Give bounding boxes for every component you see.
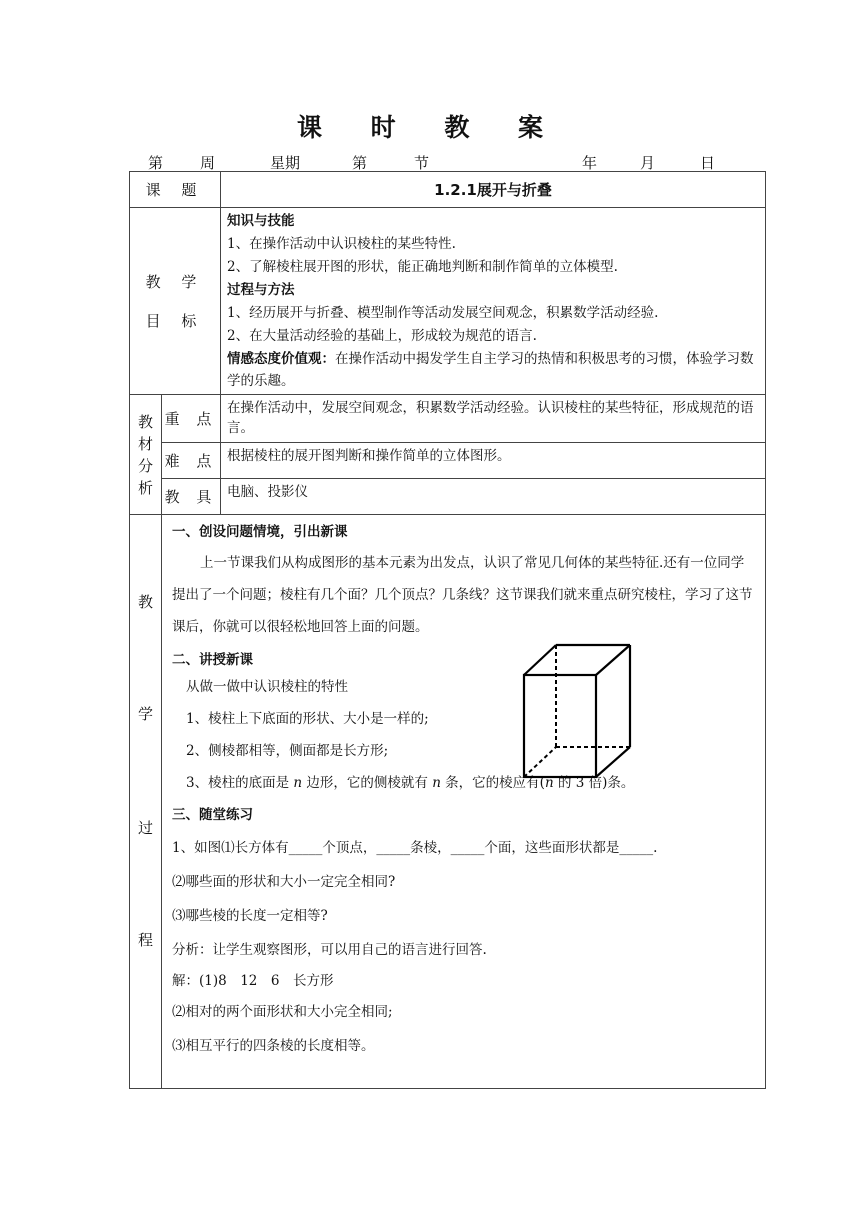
exercise-question: 1、如图⑴长方体有_____个顶点，_____条棱，_____个面，这些面形状都是_____.: [172, 840, 658, 856]
section-1-text: 上一节课我们从构成图形的基本元素为出发点，认识了常见几何体的某些特征.还有一位同学提出了一个问题；棱柱有几个面？几个顶点？几条线？这节课我们就来重点研究棱柱，学习了这节课后，你就可以很轻松地回答上面的问题。: [172, 555, 753, 635]
topic-row: [130, 172, 766, 208]
exercise-question: ⑵哪些面的形状和大小一定完全相同?: [172, 874, 396, 890]
goals-label: [130, 208, 221, 395]
analysis-char: 教: [137, 412, 153, 431]
attitude-paragraph: [227, 348, 759, 392]
variable-n: n: [432, 775, 441, 791]
goals-label-top: 教 学: [145, 273, 205, 291]
cuboid-figure: [520, 643, 636, 779]
topic-title: 1.2.1展开与折叠: [221, 172, 766, 208]
analysis-char: 析: [137, 478, 153, 497]
week-prefix: 第: [148, 154, 164, 172]
cuboid-solid-edges: [524, 645, 630, 777]
lesson-plan-table: [129, 171, 766, 1089]
section-2-heading: 二、讲授新课: [172, 652, 253, 668]
weekday-label: 星期: [270, 154, 301, 172]
prism-property: 2、侧棱都相等，侧面都是长方形;: [186, 743, 389, 759]
key-point-row: [130, 395, 766, 443]
goals-row: [130, 208, 766, 395]
month-label: 月: [640, 154, 656, 172]
process-char: 程: [137, 931, 153, 949]
text-run: 边形，它的侧棱就有: [302, 775, 433, 791]
attitude-heading: 情感态度价值观：: [227, 351, 335, 367]
page-title: 课 时 教 案: [296, 113, 564, 142]
section-3-heading: 三、随堂练习: [172, 807, 253, 823]
process-item: 1、经历展开与折叠、模型制作等活动发展空间观念，积累数学活动经验.: [227, 305, 659, 321]
analysis-char: 分: [137, 456, 153, 475]
day-label: 日: [700, 154, 716, 172]
attitude-text: 在操作活动中揭发学生自主学习的热情和积极思考的习惯，体验学习数学的乐趣。: [227, 351, 754, 389]
text-run: 的 3 倍)条。: [553, 775, 635, 791]
variable-n: n: [544, 775, 554, 791]
exercise-question: ⑶哪些棱的长度一定相等?: [172, 908, 328, 924]
cuboid-edge: [524, 645, 556, 675]
analysis-label: [130, 395, 162, 515]
exercise-answer: ⑵相对的两个面形状和大小完全相同;: [172, 1004, 393, 1020]
process-char: 学: [137, 705, 153, 723]
difficulty-label: 难 点: [162, 443, 221, 479]
process-char: 过: [137, 819, 153, 837]
tools-label: 教 具: [162, 479, 221, 515]
week-label: 周: [200, 154, 216, 172]
prism-property: 1、棱柱上下底面的形状、大小是一样的;: [186, 711, 429, 727]
analysis-char: 材: [137, 434, 153, 453]
section-label: 节: [414, 154, 430, 172]
exercise-analysis: 分析：让学生观察图形，可以用自己的语言进行回答.: [172, 942, 487, 958]
process-row: [130, 515, 766, 1089]
cuboid-hidden-edge: [524, 747, 556, 777]
year-label: 年: [582, 154, 598, 172]
section-1-heading: 一、创设问题情境，引出新课: [172, 524, 348, 540]
tools-text: 电脑、投影仪: [221, 479, 766, 515]
process-label: [130, 515, 162, 1089]
text-run: 3、棱柱的底面是: [186, 775, 294, 791]
knowledge-item: 2、了解棱柱展开图的形状，能正确地判断和制作简单的立体模型.: [227, 259, 618, 275]
prism-property: [172, 767, 755, 799]
difficulty-row: [130, 443, 766, 479]
process-char: 教: [137, 593, 153, 611]
section-2-intro: 从做一做中认识棱柱的特性: [186, 679, 348, 695]
topic-label: 课 题: [130, 172, 221, 208]
knowledge-heading: 知识与技能: [227, 213, 295, 229]
process-heading: 过程与方法: [227, 282, 295, 298]
goals-label-bottom: 目 标: [145, 312, 205, 330]
difficulty-text: 根据棱柱的展开图判断和操作简单的立体图形。: [221, 443, 766, 479]
variable-n: n: [293, 775, 303, 791]
text-run: 条，它的棱应有(: [440, 775, 545, 791]
key-point-label: 重 点: [162, 395, 221, 443]
goals-content: [221, 208, 766, 395]
cuboid-front-face: [524, 675, 596, 777]
key-point-text: 在操作活动中，发展空间观念，积累数学活动经验。认识棱柱的某些特征，形成规范的语言。: [221, 395, 766, 443]
cuboid-edge: [596, 645, 630, 675]
section-prefix: 第: [352, 154, 368, 172]
exercise-answer: 解：(1)8 12 6 长方形: [172, 973, 334, 989]
tools-row: [130, 479, 766, 515]
exercise-answer: ⑶相互平行的四条棱的长度相等。: [172, 1038, 375, 1054]
knowledge-item: 1、在操作活动中认识棱柱的某些特性.: [227, 236, 456, 252]
cuboid-hidden-edges: [524, 645, 630, 777]
cuboid-edge: [596, 747, 630, 777]
process-content: [162, 515, 766, 1089]
process-item: 2、在大量活动经验的基础上，形成较为规范的语言.: [227, 328, 537, 344]
